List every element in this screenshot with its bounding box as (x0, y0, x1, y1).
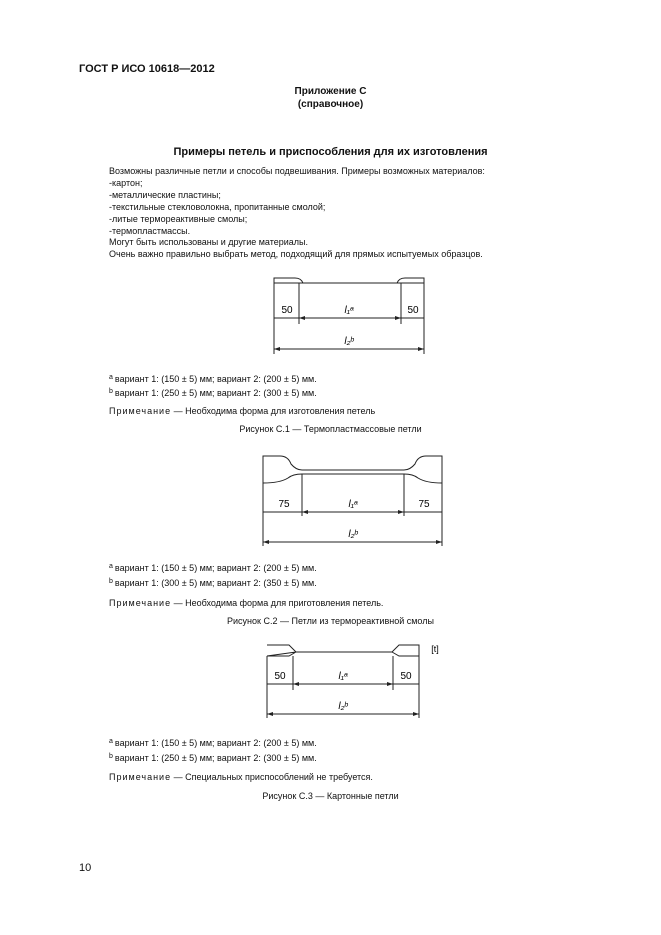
c3-note-a-text: вариант 1: (150 ± 5) мм; вариант 2: (200 ± 5) мм. (114, 738, 317, 748)
c2-remark-label: Примечание (109, 598, 172, 608)
c3-note-b (109, 753, 317, 763)
c2-remark-text: — Необходима форма для приготовления петель. (171, 598, 384, 608)
c3-caption: Рисунок С.3 — Картонные петли (262, 791, 399, 801)
c1-l1-label: l₁ᵃ (344, 305, 354, 316)
c3-remark-label: Примечание (109, 772, 172, 782)
c3-l2-label: l₂ᵇ (338, 701, 348, 712)
c3-corner-mark: [t] (431, 644, 439, 654)
c3-note-a-marker: a (109, 738, 113, 745)
c2-l2-label: l₂ᵇ (348, 529, 358, 540)
intro-line: -картон; (109, 177, 143, 188)
document-id: ГОСТ Р ИСО 10618—2012 (79, 63, 215, 75)
c1-remark-label: Примечание (109, 406, 172, 416)
c3-remark (109, 772, 373, 782)
c1-note-b-text: вариант 1: (250 ± 5) мм; вариант 2: (300 ± 5) мм. (114, 388, 317, 398)
annex-subtitle: (справочное) (297, 99, 364, 110)
c2-specimen-outline (263, 456, 442, 483)
intro-line: Очень важно правильно выбрать метод, подходящий для прямых испытуемых образцов. (109, 249, 483, 260)
c1-specimen-outline (274, 278, 424, 283)
page-number: 10 (79, 862, 92, 874)
section-title: Примеры петель и приспособления для их изготовления (173, 146, 488, 158)
annex-title: Приложение С (294, 86, 367, 97)
intro-line: -текстильные стекловолокна, пропитанные смолой; (109, 201, 326, 212)
c3-remark-text: — Специальных приспособлений не требуется. (171, 772, 373, 782)
c1-remark-text: — Необходима форма для изготовления петель (171, 406, 376, 416)
c1-dim-right: 50 (407, 305, 419, 316)
c2-note-b-marker: b (109, 578, 113, 585)
c2-dim-right: 75 (418, 499, 430, 510)
c2-remark (109, 598, 383, 608)
intro-line: Возможны различные петли и способы подвешивания. Примеры возможных материалов: (109, 166, 485, 176)
c3-l1-label: l₁ᵃ (338, 671, 348, 682)
c1-l2-label: l₂ᵇ (344, 336, 354, 347)
c3-dim-right: 50 (400, 671, 412, 682)
c1-note-a (109, 374, 317, 384)
intro-line: -термопластмассы. (109, 225, 191, 236)
c3-note-b-text: вариант 1: (250 ± 5) мм; вариант 2: (300 ± 5) мм. (114, 753, 317, 763)
c2-note-b (109, 578, 317, 588)
c2-dim-left: 75 (278, 499, 290, 510)
c1-note-a-text: вариант 1: (150 ± 5) мм; вариант 2: (200 ± 5) мм. (114, 374, 317, 384)
c2-note-a-text: вариант 1: (150 ± 5) мм; вариант 2: (200 ± 5) мм. (114, 563, 317, 573)
c3-specimen-outline (267, 645, 419, 656)
figure-c2-drawing (258, 450, 448, 550)
c1-note-b-marker: b (109, 388, 113, 395)
intro-line: -металлические пластины; (109, 189, 221, 200)
c2-caption: Рисунок С.2 — Петли из термореактивной смолы (227, 616, 434, 626)
intro-line: -литые термореактивные смолы; (109, 213, 248, 224)
c1-remark (109, 406, 375, 416)
figure-c3-drawing (262, 640, 452, 722)
figure-c1-drawing (265, 270, 435, 360)
c1-note-b (109, 388, 317, 398)
c3-note-a (109, 738, 317, 748)
c1-note-a-marker: a (109, 374, 113, 381)
intro-paragraph (109, 166, 485, 261)
c2-note-b-text: вариант 1: (300 ± 5) мм; вариант 2: (350 ± 5) мм. (114, 578, 317, 588)
c1-caption: Рисунок С.1 — Термопластмассовые петли (239, 424, 422, 434)
c3-note-b-marker: b (109, 753, 113, 760)
c2-l1-label: l₁ᵃ (348, 499, 358, 510)
intro-line: Могут быть использованы и другие материалы. (109, 237, 309, 248)
c2-note-a-marker: a (109, 563, 113, 570)
c2-note-a (109, 563, 317, 573)
c3-dim-left: 50 (274, 671, 286, 682)
c1-dim-left: 50 (281, 305, 293, 316)
